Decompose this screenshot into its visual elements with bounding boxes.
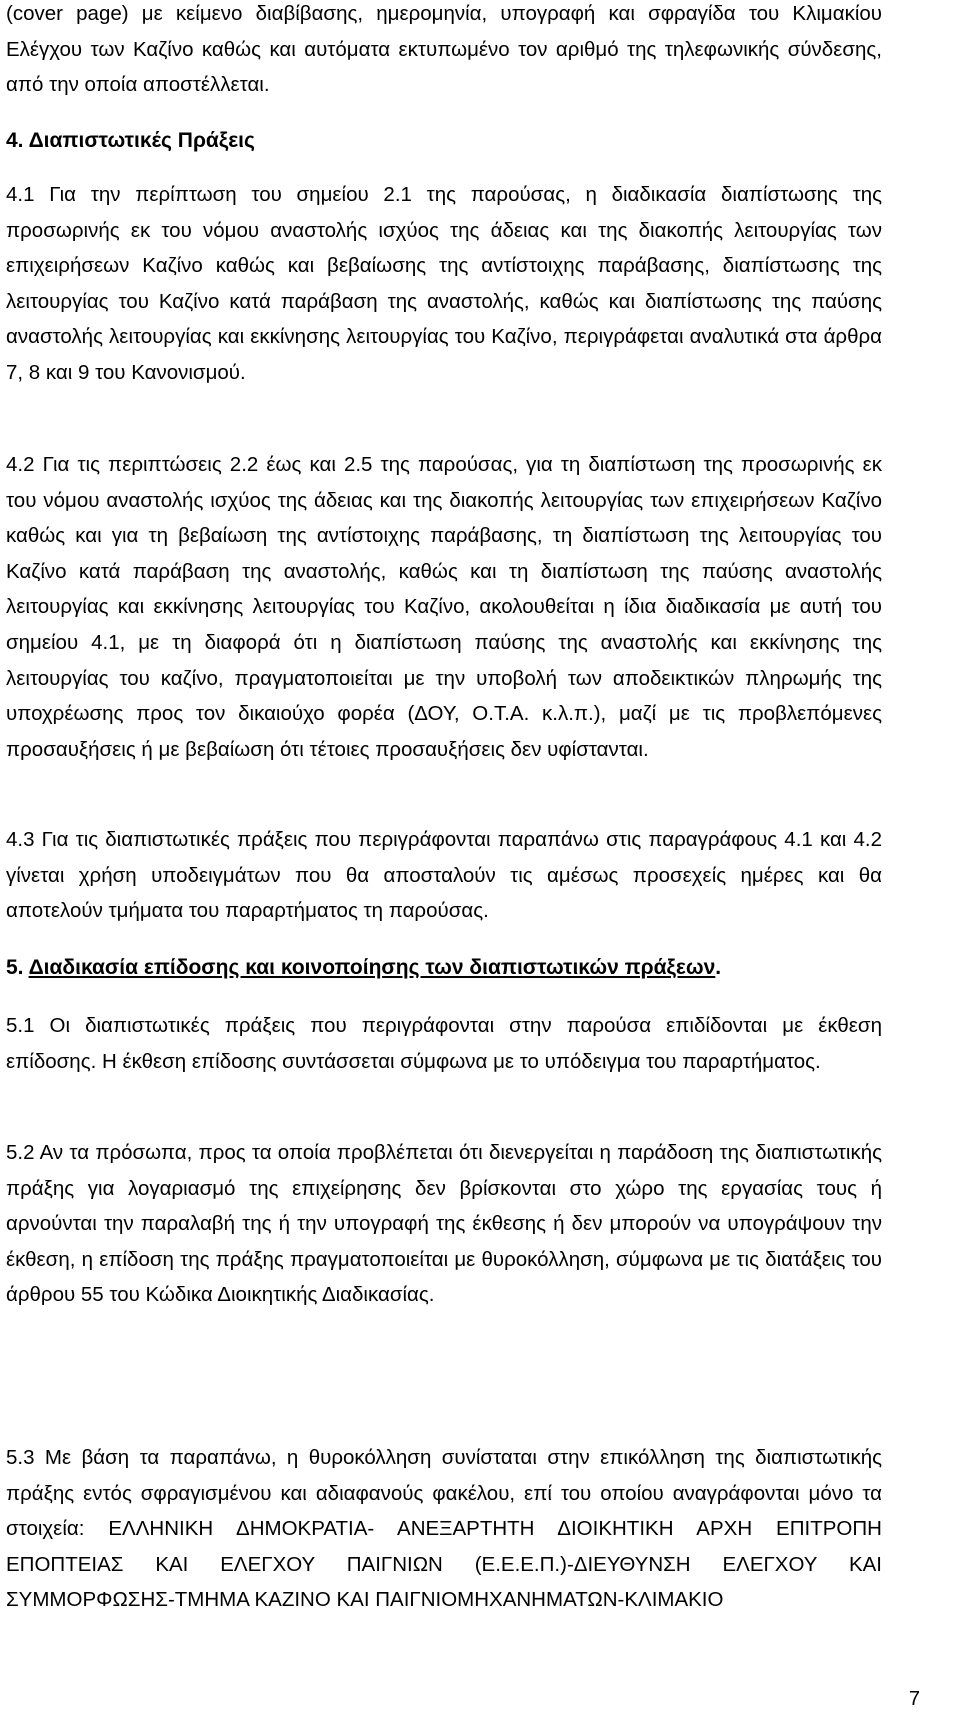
paragraph-5-3: 5.3 Με βάση τα παραπάνω, η θυροκόλληση συνίσταται στην επικόλληση της διαπιστωτικής πράξης εντός σφραγισμένου και αδιαφανούς φακέλου, επί του οποίου αναγράφονται μόνο τα στοιχεία: ΕΛΛΗΝΙΚΗ ΔΗΜΟΚΡΑΤΙΑ- ΑΝΕΞΑΡΤΗΤΗ ΔΙΟΙΚΗΤΙΚΗ ΑΡΧΗ ΕΠΙΤΡΟΠΗ ΕΠΟΠΤΕΙΑΣ ΚΑΙ ΕΛΕΓΧΟΥ ΠΑΙΓΝΙΩΝ (Ε.Ε.Ε.Π.)-ΔΙΕΥΘΥΝΣΗ ΕΛΕΓΧΟΥ ΚΑΙ ΣΥΜΜΟΡΦΩΣΗΣ-ΤΜΗΜΑ ΚΑΖΙΝΟ ΚΑΙ ΠΑΙΓΝΙΟΜΗΧΑΝΗΜΑΤΩΝ-ΚΛΙΜΑΚΙΟ: [6, 1446, 882, 1612]
paragraph-5-2: 5.2 Αν τα πρόσωπα, προς τα οποία προβλέπεται ότι διενεργείται η παράδοση της διαπιστωτικής πράξης για λογαριασμό της επιχείρησης δεν βρίσκονται στο χώρο της εργασίας τους ή αρνούνται την παραλαβή της ή την υπογραφή της έκθεσης ή δεν μπορούν να υπογράψουν την έκθεση, η επίδοση της πράξης πραγματοποιείται με θυροκόλληση, σύμφωνα με τις διατάξεις του άρθρου 55 του Κώδικα Διοικητικής Διαδικασίας.: [6, 1141, 882, 1307]
paragraph-5-1: 5.1 Οι διαπιστωτικές πράξεις που περιγράφονται στην παρούσα επιδίδονται με έκθεση επίδοσης. Η έκθεση επίδοσης συντάσσεται σύμφωνα με το υπόδειγμα του παραρτήματος.: [6, 1014, 882, 1073]
page-number: 7: [908, 1688, 920, 1710]
paragraph-4-3: 4.3 Για τις διαπιστωτικές πράξεις που περιγράφονται παραπάνω στις παραγράφους 4.1 και 4.2 γίνεται χρήση υποδειγμάτων που θα αποσταλούν τις αμέσως προσεχείς ημέρες και θα αποτελούν τμήματα του παραρτήματος τη παρούσας.: [6, 828, 882, 923]
heading-section-5: [6, 950, 882, 986]
heading-section-5-period: .: [715, 956, 722, 979]
paragraph-cover-page: (cover page) με κείμενο διαβίβασης, ημερομηνία, υπογραφή και σφραγίδα του Κλιμακίου Ελέγχου των Καζίνο καθώς και αυτόματα εκτυπωμένο τον αριθμό της τηλεφωνικής σύνδεσης, από την οποία αποστέλλεται.: [6, 2, 882, 97]
heading-section-5-title: Διαδικασία επίδοσης και κοινοποίησης των διαπιστωτικών πράξεων: [28, 956, 716, 979]
paragraph-4-1: 4.1 Για την περίπτωση του σημείου 2.1 της παρούσας, η διαδικασία διαπίστωσης της προσωρινής εκ του νόμου αναστολής ισχύος της άδειας και της διακοπής λειτουργίας των επιχειρήσεων Καζίνο καθώς και βεβαίωσης της αντίστοιχης παράβασης, διαπίστωσης της λειτουργίας του Καζίνο κατά παράβαση της αναστολής, καθώς και διαπίστωσης της παύσης αναστολής λειτουργίας και εκκίνησης λειτουργίας του Καζίνο, περιγράφεται αναλυτικά στα άρθρα 7, 8 και 9 του Κανονισμού.: [6, 183, 882, 384]
heading-section-5-number: 5.: [6, 956, 29, 979]
paragraph-4-2: 4.2 Για τις περιπτώσεις 2.2 έως και 2.5 της παρούσας, για τη διαπίστωση της προσωρινής εκ του νόμου αναστολής ισχύος της άδειας και της διακοπής λειτουργίας των επιχειρήσεων Καζίνο καθώς και για τη βεβαίωση της αντίστοιχης παράβασης, τη διαπίστωση της λειτουργίας του Καζίνο κατά παράβαση της αναστολής, καθώς και τη διαπίστωση της παύσης αναστολής λειτουργίας και εκκίνησης λειτουργίας του Καζίνο, ακολουθείται η ίδια διαδικασία με αυτή του σημείου 4.1, με τη διαφορά ότι η διαπίστωση παύσης της αναστολής και εκκίνησης της λειτουργίας του καζίνο, πραγματοποιείται με την υποβολή των αποδεικτικών πληρωμής της υποχρέωσης προς τον δικαιούχο φορέα (ΔΟΥ, Ο.Τ.Α. κ.λ.π.), μαζί με τις προβλεπόμενες προσαυξήσεις ή με βεβαίωση ότι τέτοιες προσαυξήσεις δεν υφίστανται.: [6, 453, 882, 761]
heading-section-4: 4. Διαπιστωτικές Πράξεις: [6, 129, 255, 152]
